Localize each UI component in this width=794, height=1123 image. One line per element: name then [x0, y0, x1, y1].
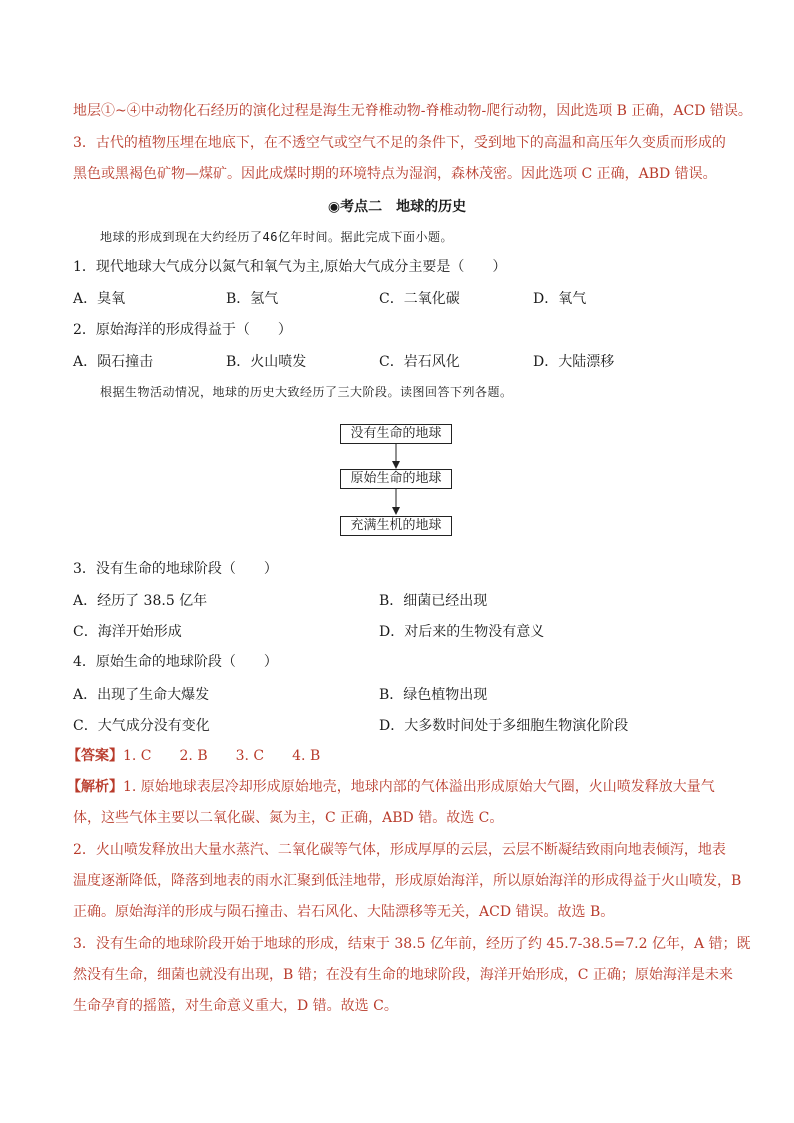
stage-box-3: 充满生机的地球: [340, 516, 452, 536]
prev-explanation-line-2: 3．古代的植物压埋在地底下，在不透空气或空气不足的条件下，受到地下的高温和高压年久变质而形成的: [73, 135, 726, 151]
arrow-down-icon: [392, 461, 400, 469]
question-1-option-c[interactable]: C．二氧化碳: [379, 291, 460, 307]
question-2-option-a[interactable]: A．陨石撞击: [73, 354, 154, 370]
stage-box-1: 没有生命的地球: [340, 424, 452, 444]
analysis-line-2b: 温度逐渐降低，降落到地表的雨水汇聚到低洼地带，形成原始海洋，所以原始海洋的形成得益于火山喷发，B: [73, 873, 742, 889]
analysis-p1a: 1. 原始地球表层冷却形成原始地壳，地球内部的气体溢出形成原始大气圈，火山喷发释放大量气: [123, 779, 715, 795]
question-3-option-b[interactable]: B．细菌已经出现: [379, 593, 488, 609]
question-2-stem: 2．原始海洋的形成得益于（ ）: [73, 322, 292, 338]
question-4-option-a[interactable]: A．出现了生命大爆发: [73, 687, 210, 703]
question-3-option-c[interactable]: C．海洋开始形成: [73, 624, 182, 640]
flow-arrows: [386, 444, 406, 516]
analysis-line-2c: 正确。原始海洋的形成与陨石撞击、岩石风化、大陆漂移等无关，ACD 错误。故选 B。: [73, 904, 615, 920]
analysis-line-3c: 生命孕育的摇篮，对生命意义重大，D 错。故选 C。: [73, 998, 398, 1014]
analysis-label: 【解析】: [67, 779, 123, 795]
question-4-option-d[interactable]: D．大多数时间处于多细胞生物演化阶段: [379, 718, 629, 734]
question-1-option-d[interactable]: D．氧气: [533, 291, 587, 307]
analysis-line-1b: 体，这些气体主要以二氧化碳、氮为主，C 正确，ABD 错。故选 C。: [73, 810, 504, 826]
intro-text-2: 根据生物活动情况，地球的历史大致经历了三大阶段。读图回答下列各题。: [100, 385, 513, 399]
intro-text-1: 地球的形成到现在大约经历了46亿年时间。据此完成下面小题。: [100, 230, 453, 244]
analysis-line-3b: 然没有生命，细菌也就没有出现，B 错；在没有生命的地球阶段，海洋开始形成，C 正确；原始海洋是未来: [73, 967, 733, 983]
question-2-option-b[interactable]: B．火山喷发: [226, 354, 307, 370]
answer-line: [67, 746, 320, 766]
answer-text: 1. C 2. B 3. C 4. B: [123, 748, 321, 764]
prev-explanation-line-1: 地层①~④中动物化石经历的演化过程是海生无脊椎动物-脊椎动物-爬行动物，因此选项 B 正确，ACD 错误。: [73, 103, 752, 119]
question-1-option-b[interactable]: B．氢气: [226, 291, 279, 307]
question-2-option-d[interactable]: D．大陆漂移: [533, 354, 615, 370]
analysis-line-1a: [67, 777, 715, 797]
question-1-option-a[interactable]: A．臭氧: [73, 291, 126, 307]
question-4-stem: 4．原始生命的地球阶段（ ）: [73, 654, 278, 670]
analysis-line-2a: 2．火山喷发释放出大量水蒸汽、二氧化碳等气体，形成厚厚的云层，云层不断凝结致雨向地表倾泻，地表: [73, 842, 726, 858]
question-2-option-c[interactable]: C．岩石风化: [379, 354, 460, 370]
question-4-option-b[interactable]: B．绿色植物出现: [379, 687, 488, 703]
analysis-line-3a: 3．没有生命的地球阶段开始于地球的形成，结束于 38.5 亿年前，经历了约 45.7-38.5=7.2 亿年，A 错；既: [73, 936, 751, 952]
question-1-stem: 1．现代地球大气成分以氮气和氧气为主,原始大气成分主要是（ ）: [73, 259, 507, 275]
question-4-option-c[interactable]: C．大气成分没有变化: [73, 718, 210, 734]
stage-box-2: 原始生命的地球: [340, 469, 452, 489]
question-3-option-a[interactable]: A．经历了 38.5 亿年: [73, 593, 208, 609]
section-title: ◉考点二 地球的历史: [327, 199, 467, 215]
answer-label: 【答案】: [67, 748, 123, 764]
prev-explanation-line-3: 黑色或黑褐色矿物—煤矿。因此成煤时期的环境特点为湿润，森林茂密。因此选项 C 正确，ABD 错误。: [73, 166, 717, 182]
question-3-option-d[interactable]: D．对后来的生物没有意义: [379, 624, 545, 640]
question-3-stem: 3．没有生命的地球阶段（ ）: [73, 561, 278, 577]
arrow-down-icon: [392, 507, 400, 515]
